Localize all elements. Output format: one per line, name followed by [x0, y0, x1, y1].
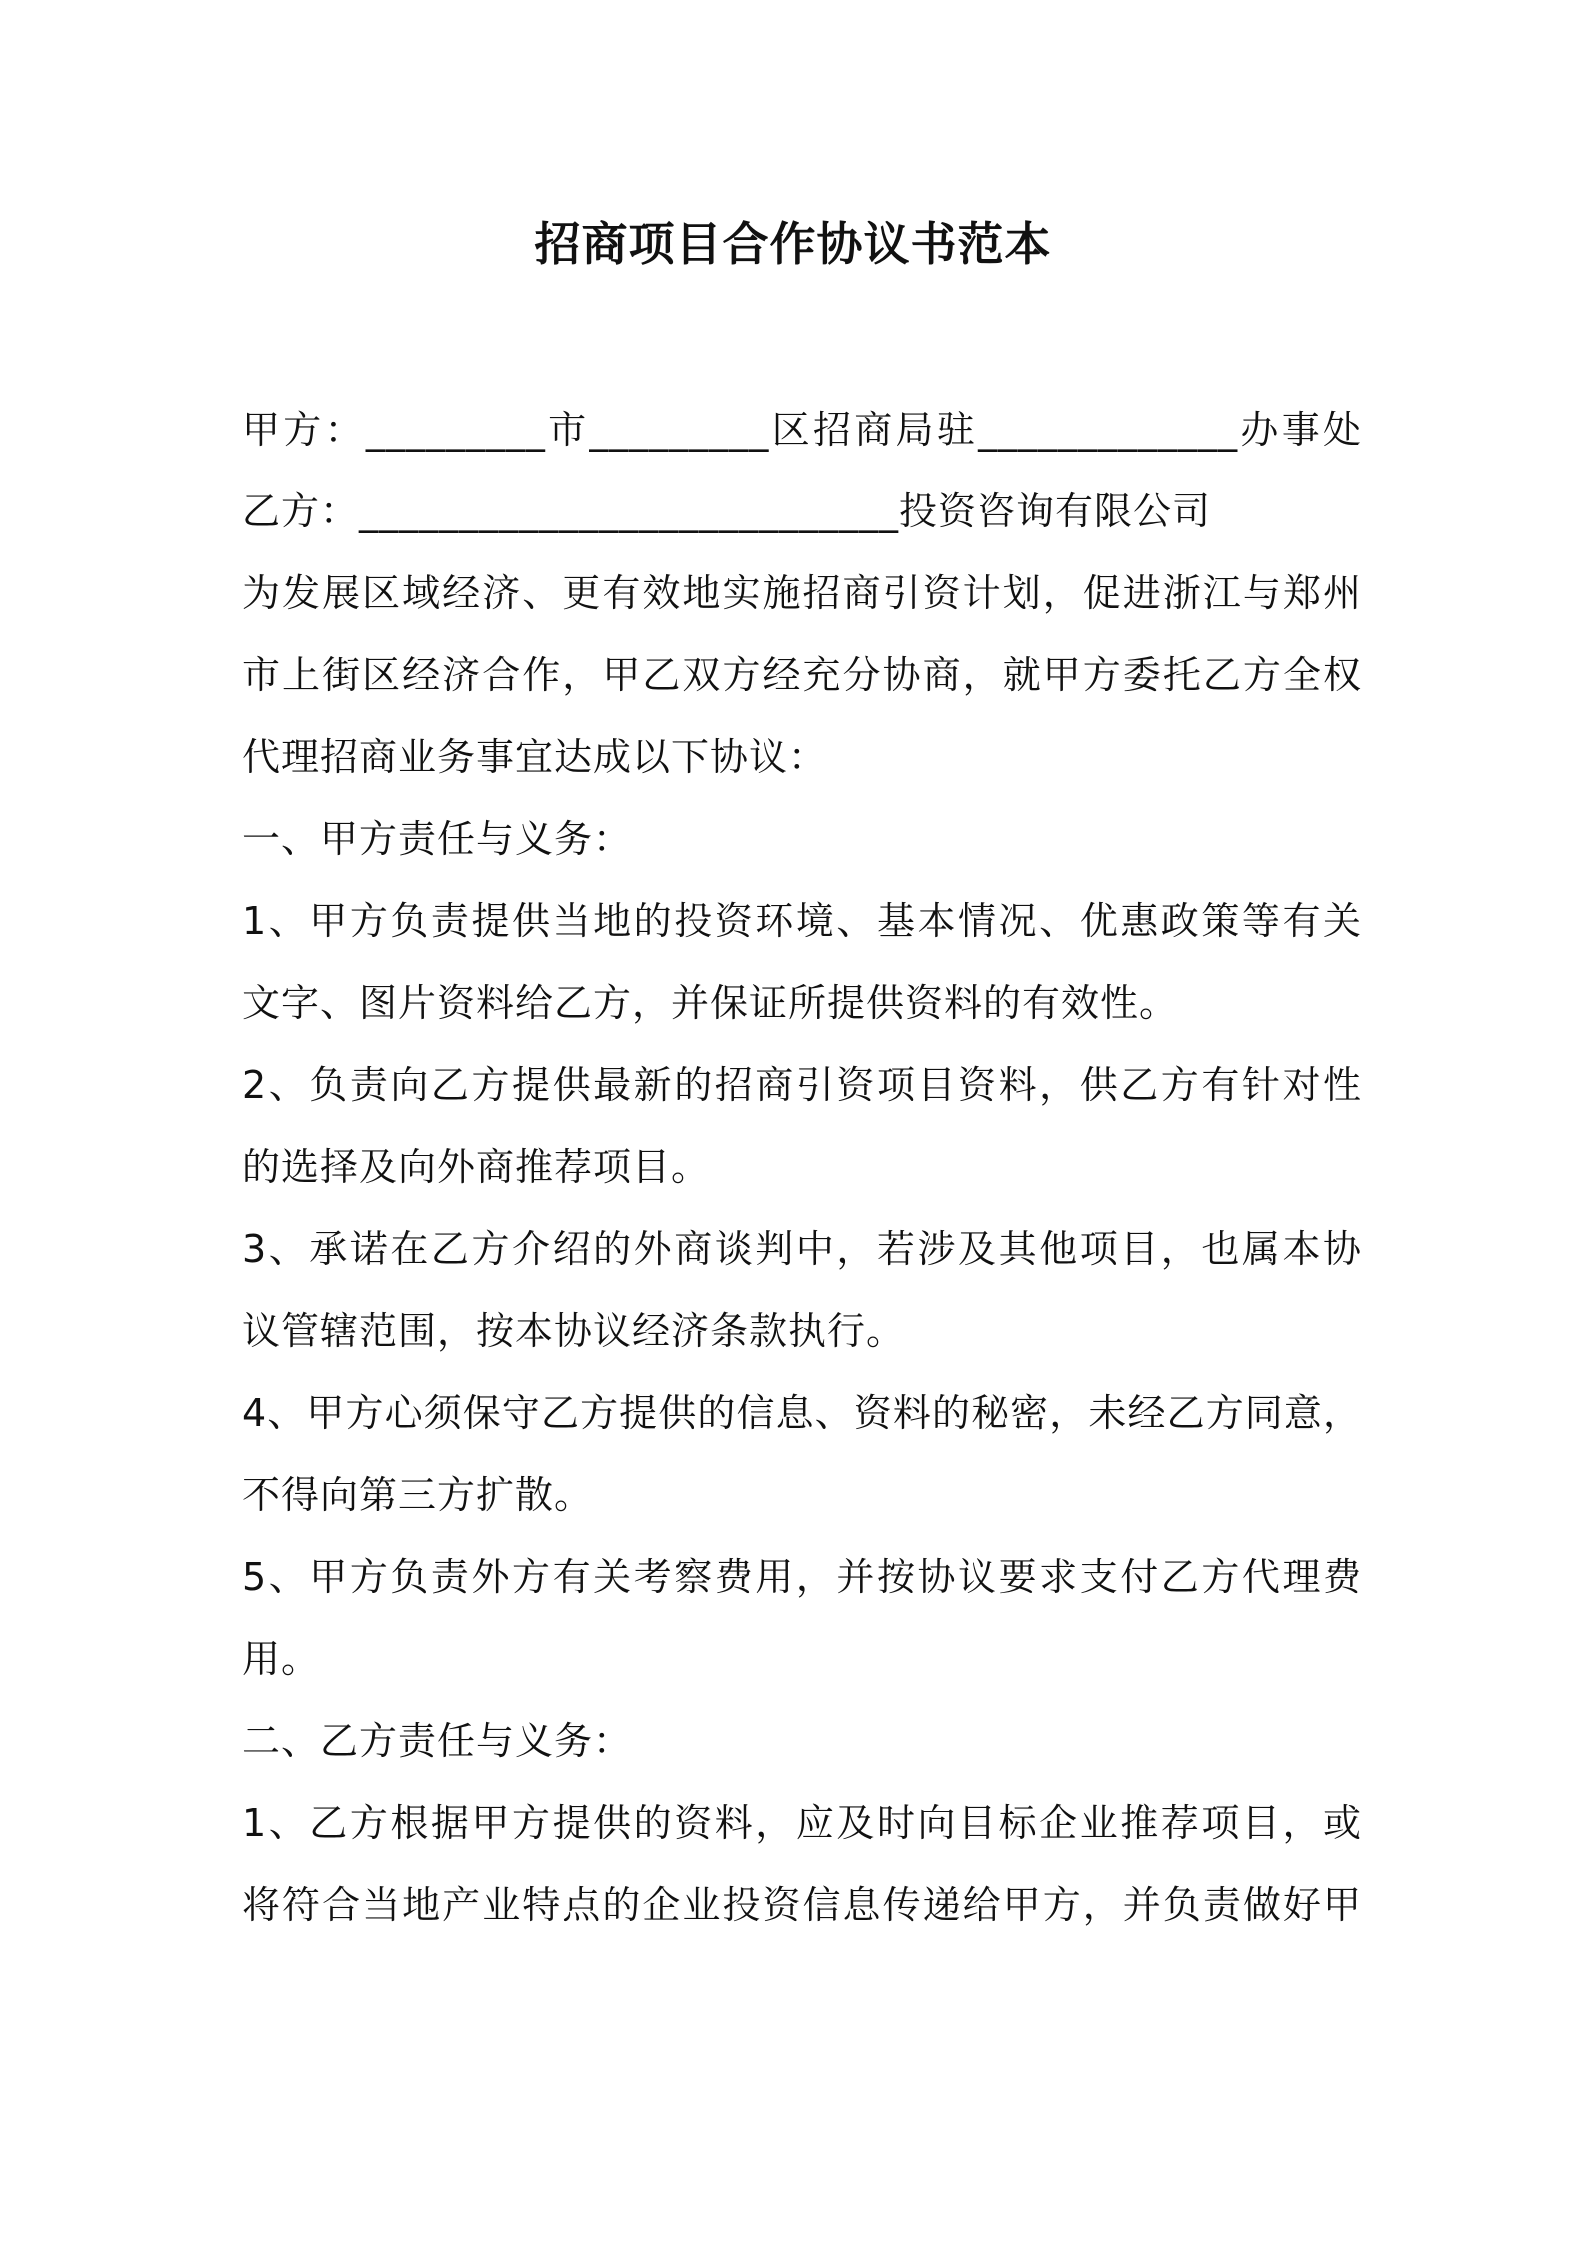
clause-1-1-line-2: 文字、图片资料给乙方，并保证所提供资料的有效性。 [242, 981, 1179, 1025]
clause-1-4-line-2: 不得向第三方扩散。 [242, 1473, 594, 1517]
clause-1-1-line-1: 1、甲方负责提供当地的投资环境、基本情况、优惠政策等有关 [242, 899, 1362, 943]
clause-2-1-line-1: 1、乙方根据甲方提供的资料，应及时向目标企业推荐项目，或 [242, 1801, 1362, 1845]
clause-1-4-line-1: 4、甲方心须保守乙方提供的信息、资料的秘密，未经乙方同意， [242, 1391, 1362, 1435]
clause-2-1-line-2: 将符合当地产业特点的企业投资信息传递给甲方，并负责做好甲 [242, 1883, 1362, 1927]
clause-1-5-line-2: 用。 [242, 1637, 321, 1681]
intro-line-1: 为发展区域经济、更有效地实施招商引资计划，促进浙江与郑州 [242, 571, 1362, 615]
clause-1-5-line-1: 5、甲方负责外方有关考察费用，并按协议要求支付乙方代理费 [242, 1555, 1362, 1599]
intro-line-2: 市上街区经济合作，甲乙双方经充分协商，就甲方委托乙方全权 [242, 653, 1362, 697]
clause-1-3-line-2: 议管辖范围，按本协议经济条款执行。 [242, 1309, 906, 1353]
party-b-line: 乙方：___________________________投资咨询有限公司 [242, 489, 1212, 533]
clause-1-3-line-1: 3、承诺在乙方介绍的外商谈判中，若涉及其他项目，也属本协 [242, 1227, 1362, 1271]
clause-1-2-line-2: 的选择及向外商推荐项目。 [242, 1145, 711, 1189]
clause-1-2-line-1: 2、负责向乙方提供最新的招商引资项目资料，供乙方有针对性 [242, 1063, 1362, 1107]
document-title: 招商项目合作协议书范本 [534, 217, 1052, 271]
section-heading-2: 二、乙方责任与义务： [242, 1719, 633, 1763]
party-a-line: 甲方：_________市_________区招商局驻_____________办事处 [242, 408, 1362, 452]
intro-line-3: 代理招商业务事宜达成以下协议： [242, 735, 828, 779]
section-heading-1: 一、甲方责任与义务： [242, 817, 633, 861]
